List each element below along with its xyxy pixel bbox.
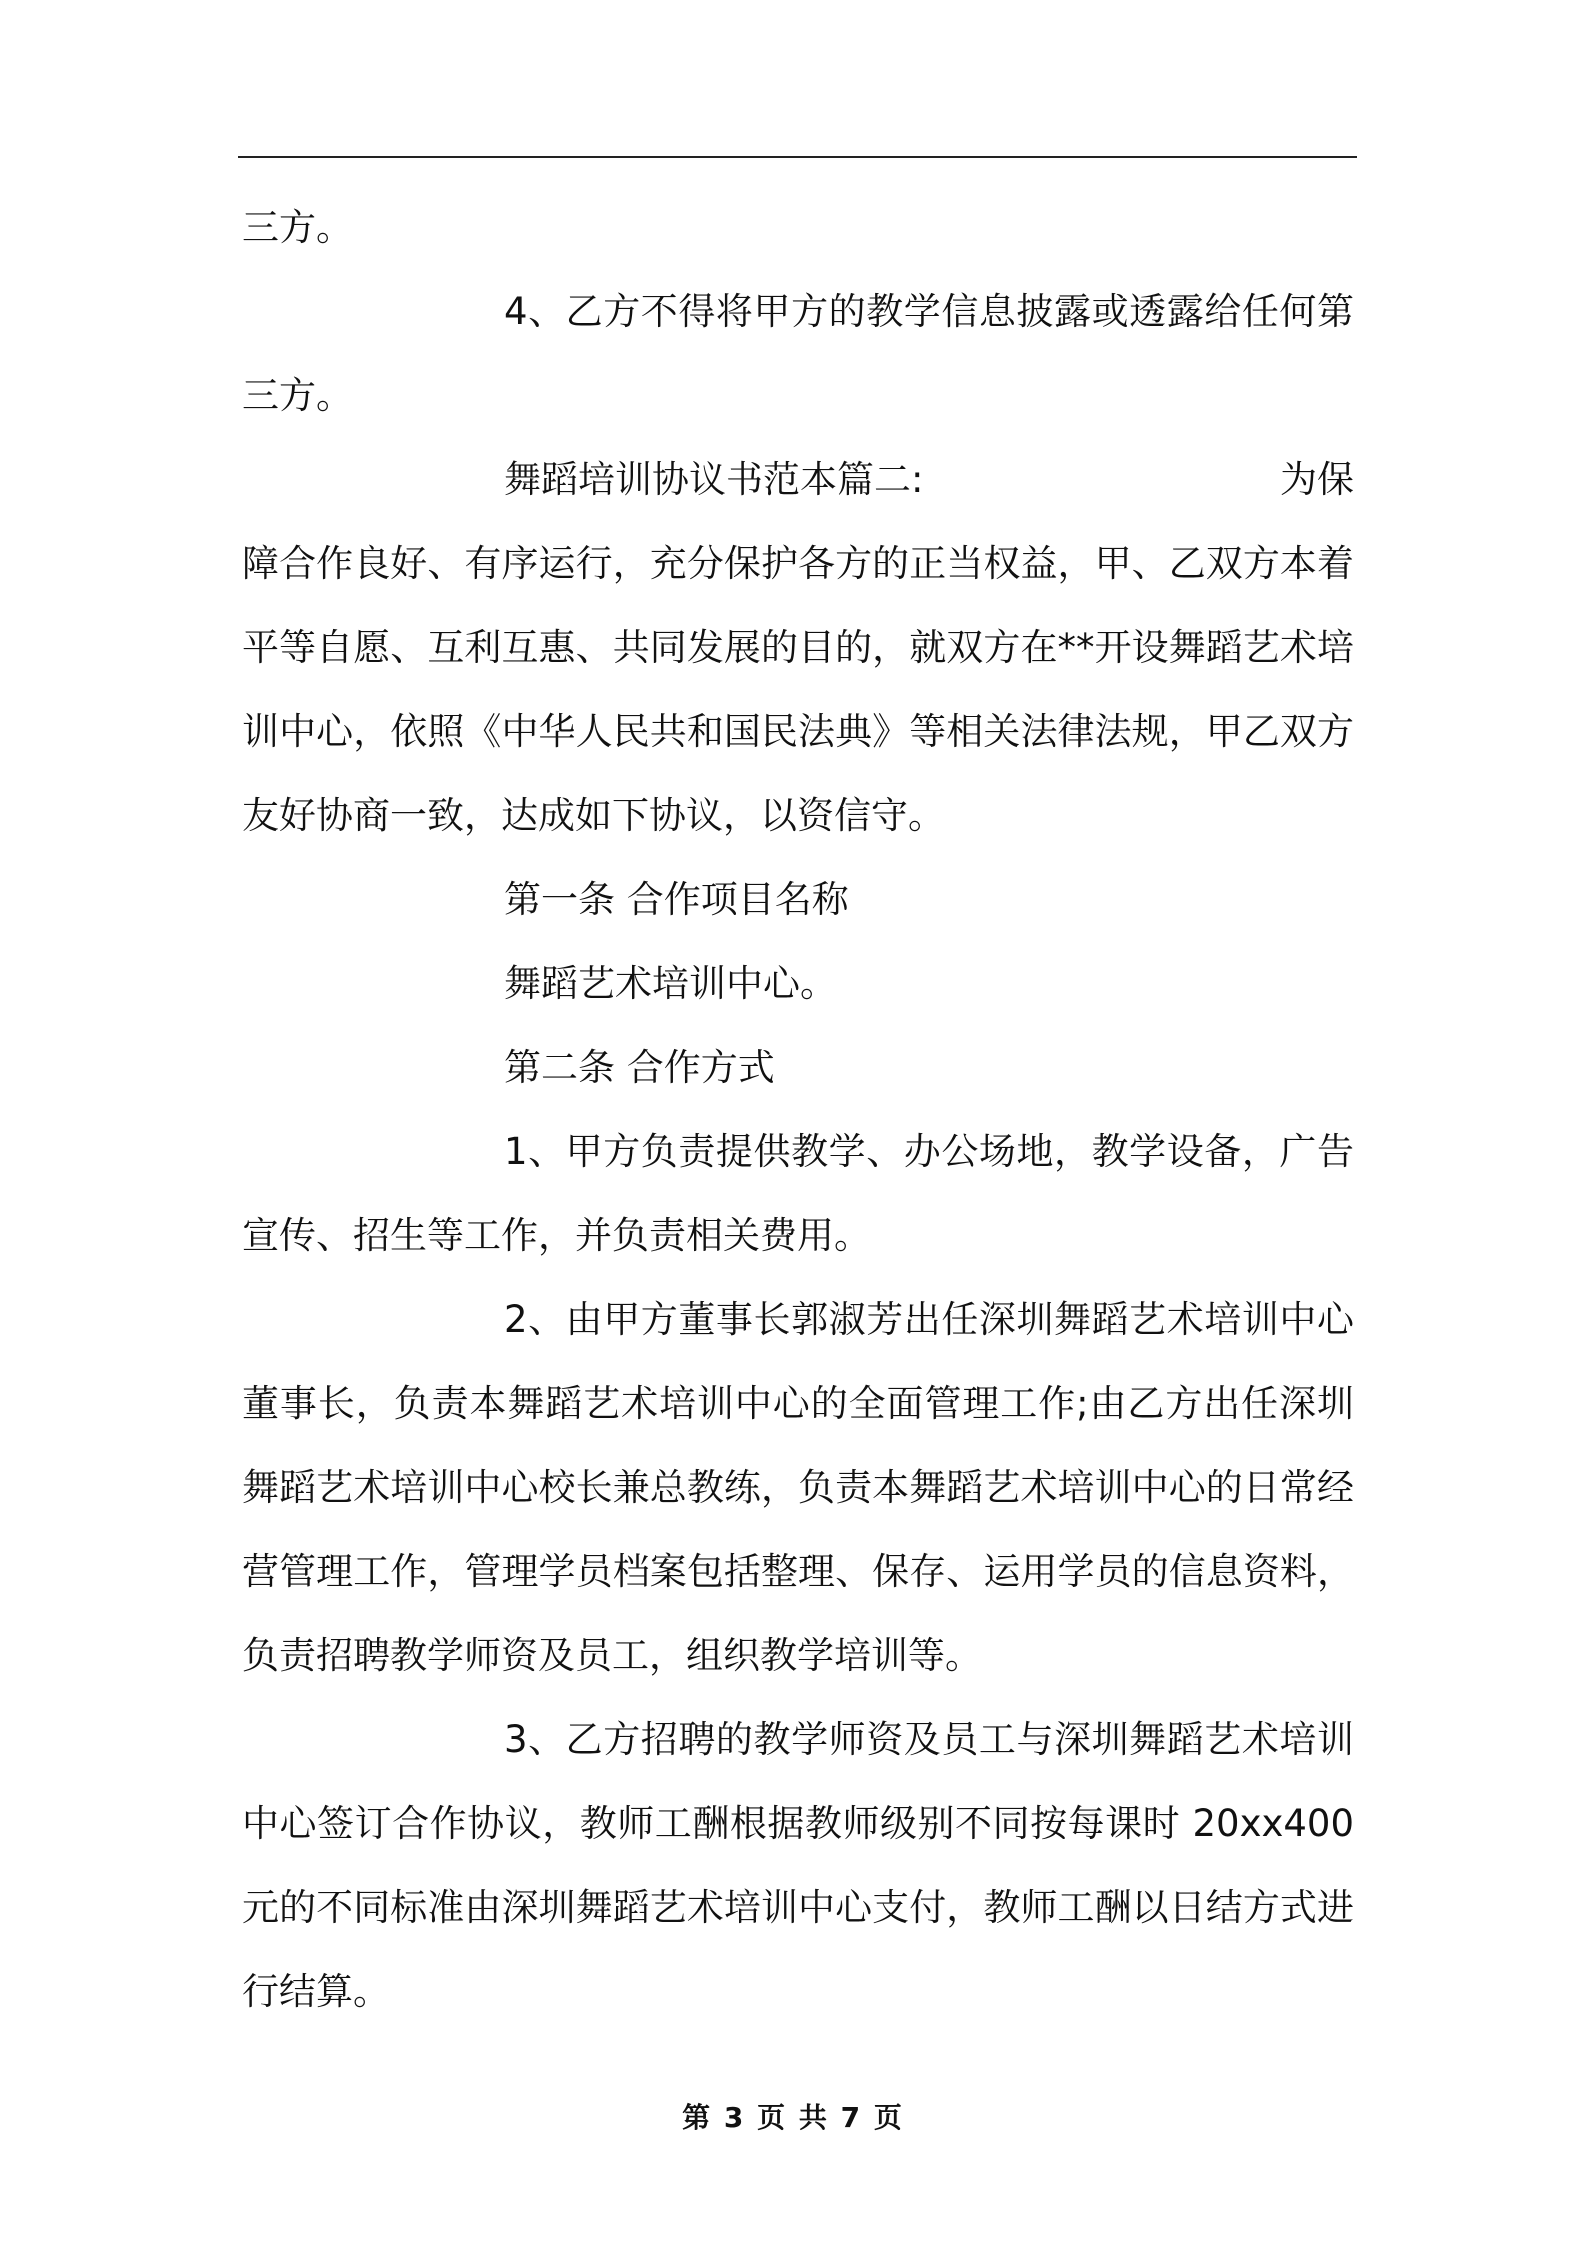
text-line-content: 障合作良好、有序运行，充分保护各方的正当权益，甲、乙双方本着 <box>242 542 1354 585</box>
text-line <box>242 1614 1354 1698</box>
text-line-content: 平等自愿、互利互惠、共同发展的目的，就双方在**开设舞蹈艺术培 <box>242 626 1354 669</box>
text-line <box>242 1530 1354 1614</box>
text-line-right-part: 为保 <box>1280 458 1354 501</box>
document-body <box>242 186 1354 2034</box>
text-line-content: 舞蹈培训协议书范本篇二: <box>504 458 924 501</box>
text-line <box>242 606 1354 690</box>
text-line-content: 董事长，负责本舞蹈艺术培训中心的全面管理工作;由乙方出任深圳 <box>242 1382 1354 1425</box>
text-line <box>242 1950 1354 2034</box>
text-line <box>242 1278 1354 1362</box>
text-line-content: 中心签订合作协议，教师工酬根据教师级别不同按每课时 20xx400 <box>242 1802 1354 1845</box>
text-line <box>242 1698 1354 1782</box>
text-line <box>242 438 1354 522</box>
text-line-content: 舞蹈艺术培训中心。 <box>504 962 837 1005</box>
text-line <box>242 858 1354 942</box>
text-line <box>242 1110 1354 1194</box>
text-line-content: 营管理工作，管理学员档案包括整理、保存、运用学员的信息资料， <box>242 1550 1354 1593</box>
text-line <box>242 1446 1354 1530</box>
text-line-content: 2、由甲方董事长郭淑芳出任深圳舞蹈艺术培训中心 <box>504 1298 1354 1341</box>
text-line-content: 第二条 合作方式 <box>504 1046 775 1089</box>
text-line <box>242 186 1354 270</box>
text-line <box>242 690 1354 774</box>
text-line <box>242 942 1354 1026</box>
text-line <box>242 354 1354 438</box>
text-line-content: 三方。 <box>242 374 353 417</box>
text-line <box>242 1026 1354 1110</box>
text-line-content: 友好协商一致，达成如下协议，以资信守。 <box>242 794 945 837</box>
text-line <box>242 270 1354 354</box>
text-line-content: 舞蹈艺术培训中心校长兼总教练，负责本舞蹈艺术培训中心的日常经 <box>242 1466 1354 1509</box>
text-line-content: 宣传、招生等工作，并负责相关费用。 <box>242 1214 871 1257</box>
page-number-footer: 第 3 页 共 7 页 <box>682 2101 904 2134</box>
text-line-content: 训中心，依照《中华人民共和国民法典》等相关法律法规，甲乙双方 <box>242 710 1354 753</box>
text-line <box>242 1782 1354 1866</box>
text-line-content: 行结算。 <box>242 1970 390 2013</box>
text-line-content: 4、乙方不得将甲方的教学信息披露或透露给任何第 <box>504 290 1354 333</box>
text-line-content: 第一条 合作项目名称 <box>504 878 849 921</box>
text-line <box>242 1866 1354 1950</box>
text-line-content: 三方。 <box>242 206 353 249</box>
text-line <box>242 774 1354 858</box>
text-line <box>242 1362 1354 1446</box>
text-line <box>242 1194 1354 1278</box>
header-rule <box>238 156 1357 158</box>
text-line <box>242 522 1354 606</box>
text-line-content: 3、乙方招聘的教学师资及员工与深圳舞蹈艺术培训 <box>504 1718 1354 1761</box>
text-line-content: 1、甲方负责提供教学、办公场地，教学设备，广告 <box>504 1130 1354 1173</box>
text-line-content: 负责招聘教学师资及员工，组织教学培训等。 <box>242 1634 982 1677</box>
text-line-content: 元的不同标准由深圳舞蹈艺术培训中心支付，教师工酬以日结方式进 <box>242 1886 1354 1929</box>
